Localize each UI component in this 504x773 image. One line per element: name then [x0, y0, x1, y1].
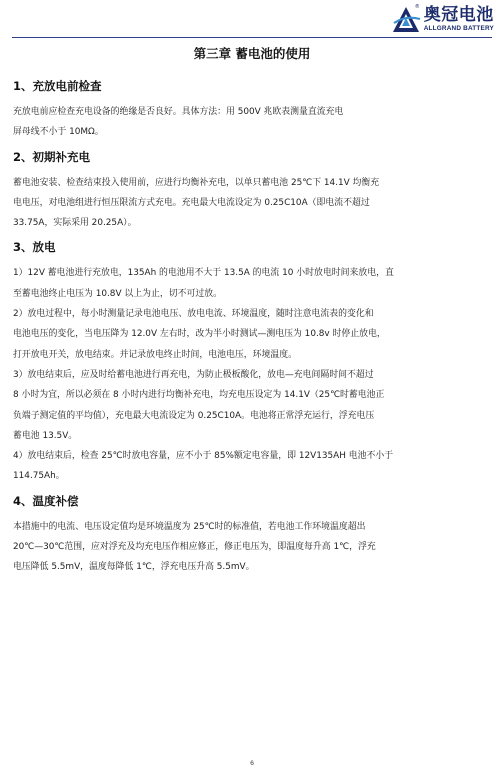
text-line: 20℃—30℃范围，应对浮充及均充电压作相应修正，修正电压为，即温度每升高 1℃，浮充 [13, 542, 376, 553]
text-line: 蓄电池 13.5V。 [13, 430, 78, 441]
paragraph [13, 304, 493, 365]
text-line: 2）放电过程中，每小时测量记录电池电压、放电电流、环境温度，随时注意电流表的变化和 [13, 309, 374, 320]
section-heading: 2、初期补充电 [13, 149, 91, 164]
logo-english-name: ALLGRAND BATTERY [423, 25, 494, 33]
paragraph [13, 263, 493, 304]
text-line: 4）放电结束后，检查 25℃时放电容量，应不小于 85%额定电容量，即 12V135AH 电池不小于 [13, 451, 394, 462]
text-line: 8 小时为宜，所以必须在 8 小时内进行均衡补充电，均充电压设定为 14.1V（25℃时蓄电池正 [13, 390, 385, 401]
registered-mark: ® [414, 4, 420, 10]
section-heading: 3、放电 [13, 240, 56, 255]
text-line: 33.75A，实际采用 20.25A）。 [13, 218, 137, 229]
paragraph [13, 517, 493, 578]
text-line: 114.75Ah。 [13, 471, 65, 482]
page-number: 6 [250, 760, 254, 767]
allgrand-triangle-logo-icon [391, 5, 421, 35]
text-line: 1）12V 蓄电池进行充放电，135Ah 的电池用不大于 13.5A 的电流 10 小时放电时间来放电，直 [13, 268, 394, 279]
paragraph [13, 173, 493, 234]
paragraph [13, 365, 493, 446]
paragraph [13, 102, 493, 143]
text-line: 蓄电池安装、检查结束投入使用前，应进行均衡补充电，以单只蓄电池 25℃下 14.1V 均衡充 [13, 177, 380, 188]
text-line: 电池电压的变化，当电压降为 12.0V 左右时，改为半小时测试—测电压为 10.8v 时停止放电， [13, 329, 386, 340]
section-heading: 4、温度补偿 [13, 493, 79, 508]
text-line: 屏母线不小于 10MΩ。 [13, 127, 104, 138]
text-line: 至蓄电池终止电压为 10.8V 以上为止，切不可过放。 [13, 288, 222, 299]
text-line: 打开放电开关，放电结束。并记录放电终止时间，电池电压，环境温度。 [13, 349, 297, 360]
text-line: 充放电前应检查充电设备的绝缘是否良好。具体方法：用 500V 兆欧表测量直流充电 [13, 107, 344, 117]
text-line: 电压降低 5.5mV，温度每降低 1℃，浮充电压升高 5.5mV。 [13, 562, 255, 573]
text-line: 电电压，对电池组进行恒压限流方式充电。充电最大电流设定为 0.25C10A（即电流不超过 [13, 197, 370, 208]
section-heading: 1、充放电前检查 [13, 79, 102, 93]
text-line: 本措施中的电流、电压设定值均是环境温度为 25℃时的标准值，若电池工作环境温度超出 [13, 521, 366, 532]
document-body [13, 78, 493, 584]
text-line: 负端子测定值的平均值），充电最大电流设定为 0.25C10A。电池将正常浮充运行，浮充电压 [13, 410, 375, 421]
logo-chinese-name: 奥冠电池 [423, 5, 494, 26]
text-line: 3）放电结束后，应及时给蓄电池进行再充电，为防止极板酸化，放电—充电间隔时间不超过 [13, 369, 374, 380]
chapter-title: 第三章 蓄电池的使用 [193, 46, 311, 61]
paragraph [13, 446, 493, 487]
header-divider [12, 37, 492, 38]
company-logo [391, 4, 494, 36]
